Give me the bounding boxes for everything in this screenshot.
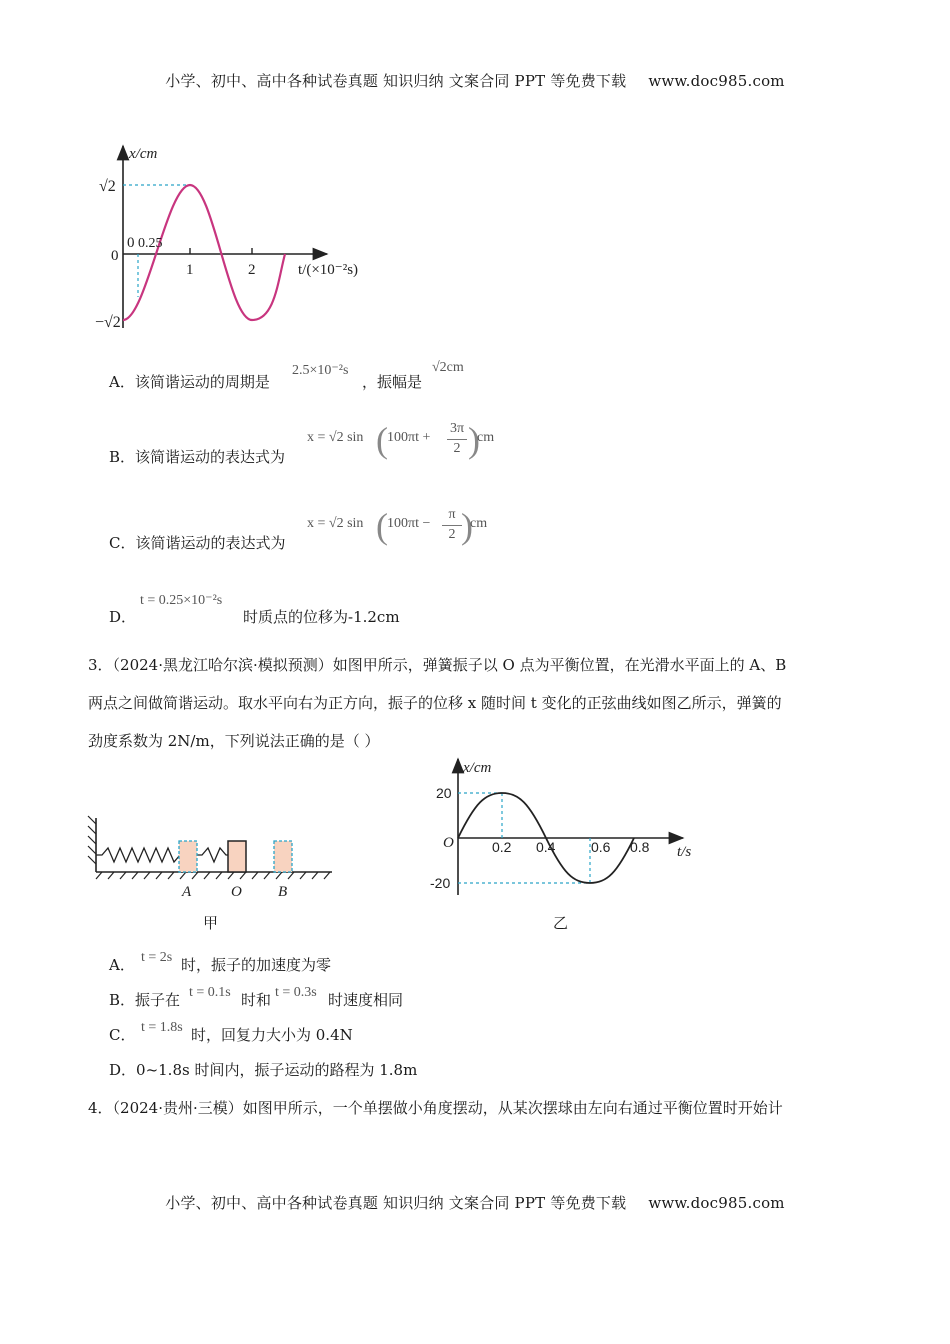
yi-caption: 乙 — [553, 914, 569, 932]
jia-floor-hatch — [96, 872, 330, 879]
q2-option-d-letter: D． — [109, 608, 137, 626]
q2-option-b-paren-right: ) — [468, 420, 480, 460]
q2-option-b-paren-left: ( — [376, 420, 388, 460]
q2-option-a-math1: 2.5×10⁻²s — [292, 363, 349, 378]
yi-origin-label: O — [443, 835, 454, 851]
q3-option-b-letter: B． — [109, 991, 136, 1009]
q2-option-a-text1: 该简谐运动的周期是 — [134, 373, 270, 391]
figure-jia — [80, 810, 340, 905]
figure1-origin-label: 0 — [127, 235, 135, 251]
q2-option-b-math-in: 100πt + — [387, 430, 431, 445]
figure1-y-zero-label: 0 — [111, 248, 119, 264]
q3-stem-line2: 两点之间做简谐运动。取水平向右为正方向，振子的位移 x 随时间 t 变化的正弦曲线如图乙所示，弹簧的 — [88, 694, 782, 712]
q3-option-a[interactable] — [109, 954, 135, 975]
q3-option-c-math: t = 1.8s — [141, 1020, 183, 1035]
q2-option-c-paren-right: ) — [461, 506, 473, 546]
q2-option-a-math2: √2cm — [432, 360, 464, 375]
q2-option-c-unit: cm — [470, 516, 488, 531]
yi-tick-label-0-2: 0.2 — [492, 839, 512, 855]
figure1-annot-label: 0.25 — [138, 236, 163, 251]
q3-option-d-text: 0~1.8s 时间内，振子运动的路程为 1.8m — [136, 1061, 418, 1079]
q2-option-c-frac-num: π — [448, 507, 456, 522]
header-url: www.doc985.com — [648, 72, 785, 90]
q2-option-c-frac-bar — [442, 525, 462, 526]
q2-option-b-text: 该简谐运动的表达式为 — [135, 448, 286, 466]
figure1-y-axis-label: x/cm — [129, 146, 158, 162]
yi-y-top-label: 20 — [436, 785, 452, 801]
figure1-sine-curve — [123, 185, 285, 320]
q2-option-d-text: 时质点的位移为-1.2cm — [243, 608, 400, 626]
jia-block-b — [274, 841, 292, 872]
q2-option-b[interactable] — [109, 446, 285, 467]
footer-text: 小学、初中、高中各种试卷真题 知识归纳 文案合同 PPT 等免费下载 — [165, 1194, 627, 1212]
yi-tick-label-0-4: 0.4 — [536, 839, 556, 855]
figure1-x-tick-1-label: 1 — [186, 262, 194, 278]
jia-label-o: O — [231, 884, 242, 900]
q2-option-d[interactable] — [109, 606, 136, 627]
figure-yi — [425, 755, 705, 905]
q2-option-a-letter: A． — [109, 373, 135, 391]
q2-option-a-text2-wrap — [362, 371, 422, 392]
jia-caption: 甲 — [203, 914, 219, 932]
q3-option-b-math2: t = 0.3s — [275, 985, 317, 1000]
q2-option-c-frac-den: 2 — [448, 527, 456, 542]
q3-stem-line3: 劲度系数为 2N/m，下列说法正确的是（ ） — [88, 732, 380, 750]
q2-option-d-math: t = 0.25×10⁻²s — [140, 593, 223, 608]
q2-option-c-text: 该简谐运动的表达式为 — [135, 534, 286, 552]
page-footer — [0, 1192, 950, 1213]
figure1-graph — [95, 140, 395, 340]
q2-option-b-formula — [307, 420, 507, 465]
q3-option-a-math: t = 2s — [141, 950, 173, 965]
figure1-y-top-label: √2 — [99, 178, 116, 195]
jia-wall-hatch — [88, 816, 96, 864]
q3-option-c-letter: C． — [109, 1026, 136, 1044]
jia-label-b: B — [278, 884, 288, 900]
q3-option-b-math1: t = 0.1s — [189, 985, 231, 1000]
q4-stem-line1: 4．（2024·贵州·三模）如图甲所示，一个单摆做小角度摆动，从某次摆球由左向右通过平衡位置时开始计 — [88, 1099, 783, 1117]
q2-option-b-math-pre: x = √2 sin — [307, 430, 364, 445]
jia-label-a: A — [182, 884, 192, 900]
q2-option-c-math-pre: x = √2 sin — [307, 516, 364, 531]
q3-stem-line1: 3．（2024·黑龙江哈尔滨·模拟预测）如图甲所示，弹簧振子以 O 点为平衡位置，在光滑水平面上的 A、B — [88, 656, 787, 674]
q2-option-c-formula — [307, 506, 507, 551]
footer-url: www.doc985.com — [648, 1194, 785, 1212]
q3-option-d-letter: D． — [109, 1061, 137, 1079]
page-header — [0, 70, 950, 91]
q3-option-b[interactable] — [109, 989, 180, 1010]
q3-option-a-text: 时，振子的加速度为零 — [181, 956, 332, 974]
q3-option-b-text3: 时速度相同 — [328, 991, 404, 1009]
yi-tick-label-0-8: 0.8 — [630, 839, 650, 855]
yi-y-bottom-label: -20 — [430, 875, 451, 891]
yi-tick-label-0-6: 0.6 — [591, 839, 611, 855]
q3-option-c[interactable] — [109, 1024, 135, 1045]
q3-option-b-text1: 振子在 — [135, 991, 181, 1009]
jia-spring — [96, 848, 228, 862]
q2-option-c[interactable] — [109, 532, 286, 553]
jia-block-a — [179, 841, 197, 872]
yi-x-axis-label: t/s — [677, 844, 692, 860]
q2-option-a-text2: ，振幅是 — [362, 373, 423, 391]
jia-block-o — [228, 841, 246, 872]
figure1-y-bottom-label: −√2 — [95, 314, 121, 331]
q3-option-c-text: 时，回复力大小为 0.4N — [191, 1026, 353, 1044]
header-text: 小学、初中、高中各种试卷真题 知识归纳 文案合同 PPT 等免费下载 — [165, 72, 627, 90]
q2-option-a[interactable] — [109, 371, 270, 392]
q2-option-b-frac-num: 3π — [449, 421, 465, 436]
figure1-x-tick-2-label: 2 — [248, 262, 256, 278]
q2-option-b-frac-bar — [447, 439, 467, 440]
yi-y-axis-label: x/cm — [463, 760, 492, 776]
q2-option-b-unit: cm — [477, 430, 495, 445]
q3-option-b-text2: 时和 — [241, 991, 272, 1009]
q2-option-b-frac-den: 2 — [453, 441, 461, 456]
q2-option-c-paren-left: ( — [376, 506, 388, 546]
q3-option-a-letter: A． — [109, 956, 135, 974]
q2-option-b-letter: B． — [109, 448, 136, 466]
q2-option-c-math-in: 100πt − — [387, 516, 431, 531]
figure1-x-axis-label: t/(×10⁻²s) — [298, 262, 359, 278]
q3-option-d[interactable] — [109, 1059, 417, 1080]
q2-option-c-letter: C． — [109, 534, 136, 552]
q2-option-d-text-wrap — [243, 606, 400, 627]
